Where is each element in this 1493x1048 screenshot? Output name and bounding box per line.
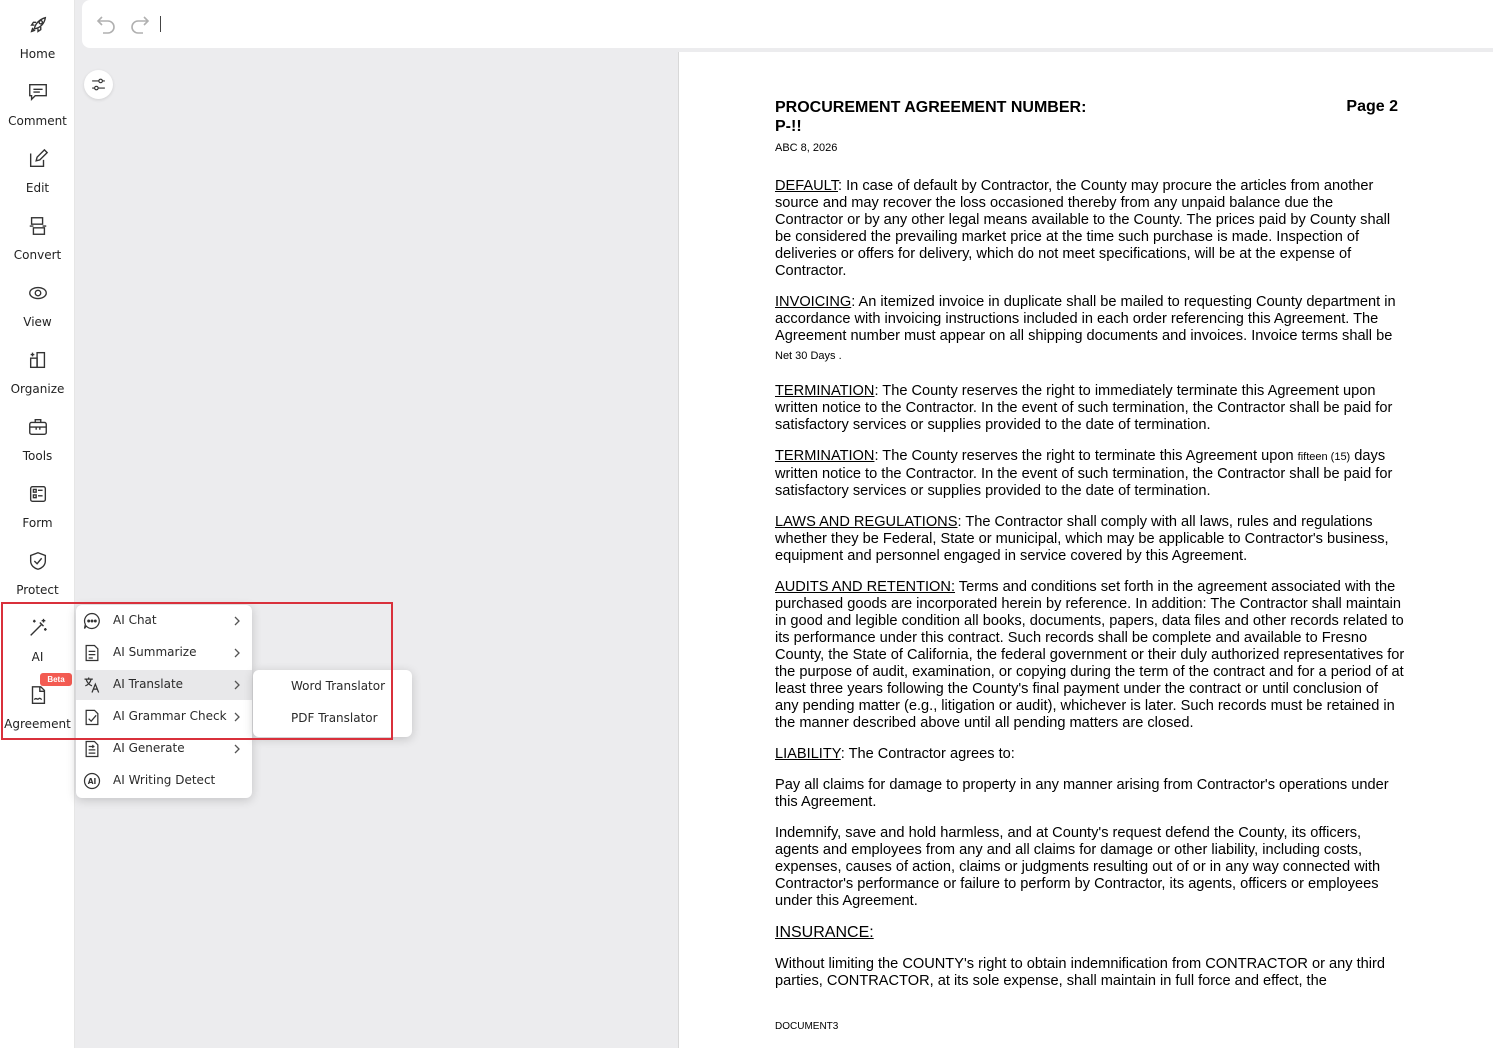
comment-icon [27, 81, 49, 103]
paragraph-termination-1 [775, 383, 1405, 434]
agreement-icon [27, 684, 49, 706]
paragraph-laws [775, 514, 1405, 565]
convert-icon [27, 215, 49, 237]
paragraph-insurance: Without limiting the COUNTY's right to obtain indemnification from CONTRACTOR or any third parties, CONTRACTOR, at its sole expense, shall maintain in full force and effect, the [775, 956, 1385, 989]
beta-badge: Beta [40, 673, 72, 686]
redo-icon[interactable] [128, 12, 152, 36]
sidebar-item-home[interactable] [0, 12, 75, 72]
sidebar-item-label: Comment [8, 114, 67, 128]
menu-item-label: AI Generate [113, 741, 185, 755]
section-text: : The County reserves the right to terminate this Agreement upon [874, 448, 1298, 464]
sidebar-item-label: View [23, 315, 52, 329]
sidebar-item-organize[interactable] [0, 347, 75, 407]
ai-detect-icon [82, 771, 102, 791]
menu-item-ai-translate[interactable] [76, 670, 252, 700]
sidebar-item-label: Protect [16, 583, 59, 597]
sidebar-item-label: Edit [25, 181, 50, 195]
sliders-icon [90, 76, 107, 93]
menu-item-label: AI Summarize [113, 645, 197, 659]
grammar-check-icon [82, 707, 102, 727]
sidebar-item-label: Convert [13, 248, 62, 262]
section-heading: LIABILITY [775, 746, 841, 762]
document-title: PROCUREMENT AGREEMENT NUMBER: P-!! [775, 99, 1087, 135]
menu-item-ai-grammar-check[interactable] [76, 702, 252, 732]
paragraph-liability-2: Indemnify, save and hold harmless, and at County's request defend the County, its officers, agents and employees from any and all claims for damage or other liability, including costs, expenses, causes of action, claims or judgments resulting out of or in any way connected with Contractor's performance or failure to perform by Contractor, its agents, officers or employees under this Agreement. [775, 825, 1381, 909]
toolbox-icon [27, 416, 49, 438]
menu-item-word-translator[interactable] [253, 672, 412, 702]
section-text: Terms and conditions set forth in the agreement associated with the purchased goods are incorporated herein by reference. In addition: The Contractor shall maintain in good and legible condition all books, documents, papers, data files and other records related to its performance under this contract. Such records shall be complete and available to Fresno County, the State of California, the federal government or their duly authorized representatives for the purpose of audit, examination, or copying during the term of the contract and for a period of at least three years following the County's final payment under the contract or until conclusion of any pending matter (e.g., litigation or audit), whichever is later. Such records must be retained in the manner described above until all pending matters are closed. [775, 579, 1405, 731]
edit-icon [27, 148, 49, 170]
sidebar-item-convert[interactable] [0, 213, 75, 273]
chevron-right-icon [232, 646, 242, 660]
shield-icon [27, 550, 49, 572]
rocket-icon [27, 14, 49, 36]
document-date: ABC 8, 2026 [775, 142, 838, 154]
settings-button[interactable] [84, 70, 113, 99]
section-text: : In case of default by Contractor, the County may procure the articles from another source and may recover the loss occasioned thereby from any unpaid balance due the Contractor or by any other legal means available to the County. The prices paid by County shall be considered the prevailing market price at the time such purchase is made. Inspection of deliveries or offers for delivery, which do not meet specifications, will be at the expense of Contractor. [775, 178, 1391, 279]
section-heading: AUDITS AND RETENTION: [775, 579, 956, 595]
section-text: : The Contractor agrees to: [840, 746, 1015, 762]
ai-menu [76, 605, 252, 798]
paragraph-liability [775, 746, 1405, 763]
paragraph-audits [775, 579, 1405, 732]
section-text: : The Contractor shall comply with all laws, rules and regulations whether they be Federal, State or municipal, which may be applicable to Contractor's business, equipment and personnel engaged in service covered by this Agreement. [775, 514, 1389, 564]
menu-item-label: AI Writing Detect [113, 773, 216, 787]
section-text: : The County reserves the right to immediately terminate this Agreement upon written notice to the Contractor. In the event of such termination, the Contractor shall be paid for satisfactory services or supplies provided to the date of termination. [775, 383, 1393, 433]
paragraph-invoice-terms [775, 347, 1405, 365]
sidebar-item-agreement[interactable] [0, 682, 75, 742]
section-heading: INSURANCE: [775, 924, 874, 941]
form-icon [27, 483, 49, 505]
invoice-terms: Net 30 Days . [775, 350, 842, 362]
sidebar-item-form[interactable] [0, 481, 75, 541]
menu-item-label: Word Translator [291, 679, 386, 693]
document-body [775, 178, 1405, 1004]
chevron-right-icon [232, 710, 242, 724]
sidebar-item-label: Organize [10, 382, 65, 396]
paragraph-liability-1: Pay all claims for damage to property in any manner arising from Contractor's operations under this Agreement. [775, 777, 1389, 810]
translate-icon [82, 675, 102, 695]
section-text: days written notice to the Contractor. In the event of such termination, the Contractor shall be paid for satisfactory services or supplies provided to the date of termination. [775, 448, 1393, 499]
section-heading: INVOICING [775, 294, 852, 310]
document-footer: DOCUMENT3 [775, 1021, 839, 1032]
chat-bubble-icon [82, 611, 102, 631]
top-toolbar [82, 0, 1493, 48]
menu-item-ai-generate[interactable] [76, 734, 252, 764]
sidebar-item-label: AI [31, 650, 44, 664]
summarize-icon [82, 643, 102, 663]
chevron-right-icon [232, 614, 242, 628]
section-heading: DEFAULT [775, 178, 838, 194]
organize-icon [27, 349, 49, 371]
sidebar-item-label: Tools [22, 449, 53, 463]
eye-icon [27, 282, 49, 304]
sidebar-item-view[interactable] [0, 280, 75, 340]
document-page [678, 52, 1493, 1048]
menu-item-label: AI Grammar Check [113, 709, 227, 723]
menu-item-ai-writing-detect[interactable] [76, 766, 252, 796]
svg-text:AI: AI [87, 776, 97, 786]
section-heading: TERMINATION [775, 448, 875, 464]
sidebar-item-protect[interactable] [0, 548, 75, 608]
chevron-right-icon [232, 742, 242, 756]
sidebar-item-comment[interactable] [0, 79, 75, 139]
undo-icon[interactable] [94, 12, 118, 36]
sidebar-item-ai[interactable] [0, 615, 75, 675]
sidebar-item-label: Form [22, 516, 53, 530]
page-number: Page 2 [1346, 98, 1398, 115]
chevron-right-icon [232, 678, 242, 692]
menu-item-ai-chat[interactable] [76, 606, 252, 636]
left-sidebar [0, 0, 75, 1048]
paragraph-insurance-head [775, 924, 1405, 942]
section-heading: LAWS AND REGULATIONS [775, 514, 958, 530]
notice-period: fifteen (15) [1297, 451, 1351, 463]
menu-item-label: PDF Translator [291, 711, 378, 725]
translate-submenu [253, 670, 412, 737]
section-text: : An itemized invoice in duplicate shall be mailed to requesting County department in accordance with invoicing instructions included in each order referencing this Agreement. The Agreement number must appear on all shipping documents and invoices. Invoice terms shall be [775, 294, 1396, 344]
menu-item-pdf-translator[interactable] [253, 704, 412, 734]
menu-item-label: AI Translate [113, 677, 184, 691]
sidebar-item-edit[interactable] [0, 146, 75, 206]
generate-icon [82, 739, 102, 759]
sidebar-item-tools[interactable] [0, 414, 75, 474]
menu-item-ai-summarize[interactable] [76, 638, 252, 668]
paragraph-invoicing [775, 294, 1405, 345]
menu-item-label: AI Chat [113, 613, 157, 627]
paragraph-termination-2 [775, 448, 1405, 500]
sidebar-item-label: Agreement [4, 717, 71, 731]
toolbar-divider [160, 16, 161, 32]
magic-wand-icon [27, 617, 49, 639]
section-heading: TERMINATION [775, 383, 875, 399]
sidebar-item-label: Home [19, 47, 56, 61]
paragraph-default [775, 178, 1405, 280]
